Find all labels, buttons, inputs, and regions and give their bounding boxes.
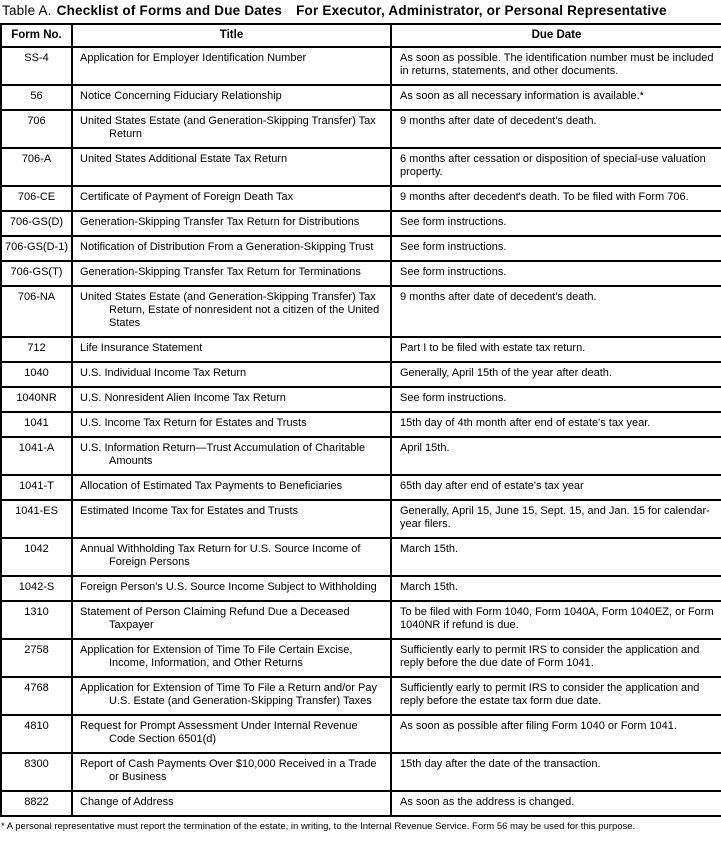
form-number-cell: 1040	[1, 362, 72, 387]
form-title-cell: Foreign Person's U.S. Source Income Subject to Withholding	[72, 576, 391, 601]
table-row	[1, 437, 721, 475]
table-row	[1, 387, 721, 412]
table-row	[1, 186, 721, 211]
form-number-cell: 1042-S	[1, 576, 72, 601]
form-number-cell: 706-GS(D)	[1, 211, 72, 236]
due-date-cell: As soon as possible. The identification number must be included in returns, statements, and other documents.	[391, 47, 721, 85]
form-number-cell: 1310	[1, 601, 72, 639]
form-number-cell: 56	[1, 85, 72, 110]
column-header-title: Title	[72, 24, 391, 47]
due-date-cell: March 15th.	[391, 576, 721, 601]
form-number-cell: 1040NR	[1, 387, 72, 412]
due-date-cell: As soon as possible after filing Form 1040 or Form 1041.	[391, 715, 721, 753]
table-row	[1, 576, 721, 601]
table-row	[1, 715, 721, 753]
due-date-cell: 9 months after date of decedent's death.	[391, 286, 721, 337]
due-date-cell: March 15th.	[391, 538, 721, 576]
due-date-cell: 15th day after the date of the transaction.	[391, 753, 721, 791]
form-title-cell: Report of Cash Payments Over $10,000 Received in a Trade or Business	[72, 753, 391, 791]
due-date-cell: Sufficiently early to permit IRS to consider the application and reply before the estate tax form due date.	[391, 677, 721, 715]
form-title-cell: Notice Concerning Fiduciary Relationship	[72, 85, 391, 110]
form-number-cell: 706	[1, 110, 72, 148]
form-title-cell: United States Additional Estate Tax Return	[72, 148, 391, 186]
table-row	[1, 500, 721, 538]
form-title-cell: Generation-Skipping Transfer Tax Return for Distributions	[72, 211, 391, 236]
form-title-cell: Statement of Person Claiming Refund Due a Deceased Taxpayer	[72, 601, 391, 639]
form-number-cell: 8822	[1, 791, 72, 816]
table-row	[1, 148, 721, 186]
due-date-cell: 15th day of 4th month after end of estate's tax year.	[391, 412, 721, 437]
form-number-cell: 4810	[1, 715, 72, 753]
due-date-cell: Generally, April 15th of the year after death.	[391, 362, 721, 387]
form-title-cell: Certificate of Payment of Foreign Death Tax	[72, 186, 391, 211]
form-title-cell: Annual Withholding Tax Return for U.S. Source Income of Foreign Persons	[72, 538, 391, 576]
form-title-cell: U.S. Nonresident Alien Income Tax Return	[72, 387, 391, 412]
table-row	[1, 261, 721, 286]
due-date-cell: 6 months after cessation or disposition of special-use valuation property.	[391, 148, 721, 186]
table-row	[1, 791, 721, 816]
table-row	[1, 362, 721, 387]
form-number-cell: 712	[1, 337, 72, 362]
due-date-cell: As soon as the address is changed.	[391, 791, 721, 816]
due-date-cell: 65th day after end of estate's tax year	[391, 475, 721, 500]
form-title-cell: Estimated Income Tax for Estates and Trusts	[72, 500, 391, 538]
due-date-cell: See form instructions.	[391, 387, 721, 412]
table-title	[0, 0, 721, 23]
due-date-cell: Sufficiently early to permit IRS to consider the application and reply before the due date of Form 1041.	[391, 639, 721, 677]
table-row	[1, 110, 721, 148]
table-row	[1, 601, 721, 639]
form-number-cell: 706-GS(T)	[1, 261, 72, 286]
form-number-cell: 2758	[1, 639, 72, 677]
form-number-cell: 1041-A	[1, 437, 72, 475]
table-row	[1, 286, 721, 337]
form-number-cell: 706-A	[1, 148, 72, 186]
form-title-cell: Application for Employer Identification Number	[72, 47, 391, 85]
due-date-cell: Part I to be filed with estate tax return.	[391, 337, 721, 362]
table-row	[1, 47, 721, 85]
form-number-cell: 1041	[1, 412, 72, 437]
table-row	[1, 236, 721, 261]
forms-table-body	[1, 47, 721, 816]
table-row	[1, 211, 721, 236]
form-title-cell: Request for Prompt Assessment Under Internal Revenue Code Section 6501(d)	[72, 715, 391, 753]
form-number-cell: 706-GS(D-1)	[1, 236, 72, 261]
due-date-cell: See form instructions.	[391, 236, 721, 261]
form-title-cell: Application for Extension of Time To File a Return and/or Pay U.S. Estate (and Generation-Skipping Transfer) Taxes	[72, 677, 391, 715]
due-date-cell: See form instructions.	[391, 211, 721, 236]
due-date-cell: Generally, April 15, June 15, Sept. 15, and Jan. 15 for calendar-year filers.	[391, 500, 721, 538]
table-row	[1, 639, 721, 677]
form-number-cell: 8300	[1, 753, 72, 791]
form-title-cell: Application for Extension of Time To File Certain Excise, Income, Information, and Other Returns	[72, 639, 391, 677]
form-number-cell: 706-NA	[1, 286, 72, 337]
form-number-cell: 1041-ES	[1, 500, 72, 538]
column-header-form-no: Form No.	[1, 24, 72, 47]
table-subheading: For Executor, Administrator, or Personal Representative	[296, 3, 667, 18]
table-row	[1, 475, 721, 500]
form-number-cell: 1042	[1, 538, 72, 576]
form-number-cell: SS-4	[1, 47, 72, 85]
footnote: * A personal representative must report the termination of the estate, in writing, to the Internal Revenue Service. Form 56 may be used for this purpose.	[1, 821, 636, 832]
form-title-cell: U.S. Income Tax Return for Estates and Trusts	[72, 412, 391, 437]
form-title-cell: Life Insurance Statement	[72, 337, 391, 362]
due-date-cell: To be filed with Form 1040, Form 1040A, Form 1040EZ, or Form 1040NR if refund is due.	[391, 601, 721, 639]
forms-table	[0, 23, 721, 817]
due-date-cell: April 15th.	[391, 437, 721, 475]
due-date-cell: 9 months after decedent's death. To be filed with Form 706.	[391, 186, 721, 211]
table-row	[1, 337, 721, 362]
form-title-cell: United States Estate (and Generation-Skipping Transfer) Tax Return	[72, 110, 391, 148]
form-number-cell: 706-CE	[1, 186, 72, 211]
form-title-cell: U.S. Information Return—Trust Accumulation of Charitable Amounts	[72, 437, 391, 475]
form-title-cell: Allocation of Estimated Tax Payments to Beneficiaries	[72, 475, 391, 500]
table-row	[1, 677, 721, 715]
column-header-due-date: Due Date	[391, 24, 721, 47]
table-row	[1, 538, 721, 576]
table-row	[1, 753, 721, 791]
table-row	[1, 412, 721, 437]
due-date-cell: 9 months after date of decedent's death.	[391, 110, 721, 148]
form-number-cell: 4768	[1, 677, 72, 715]
table-row	[1, 85, 721, 110]
table-label: Table A.	[2, 3, 52, 18]
due-date-cell: As soon as all necessary information is available.*	[391, 85, 721, 110]
form-title-cell: Generation-Skipping Transfer Tax Return for Terminations	[72, 261, 391, 286]
form-title-cell: Change of Address	[72, 791, 391, 816]
form-title-cell: Notification of Distribution From a Generation-Skipping Trust	[72, 236, 391, 261]
form-title-cell: U.S. Individual Income Tax Return	[72, 362, 391, 387]
table-header-row	[1, 24, 721, 47]
due-date-cell: See form instructions.	[391, 261, 721, 286]
form-title-cell: United States Estate (and Generation-Skipping Transfer) Tax Return, Estate of nonresident not a citizen of the United States	[72, 286, 391, 337]
table-heading: Checklist of Forms and Due Dates	[56, 3, 283, 18]
form-number-cell: 1041-T	[1, 475, 72, 500]
